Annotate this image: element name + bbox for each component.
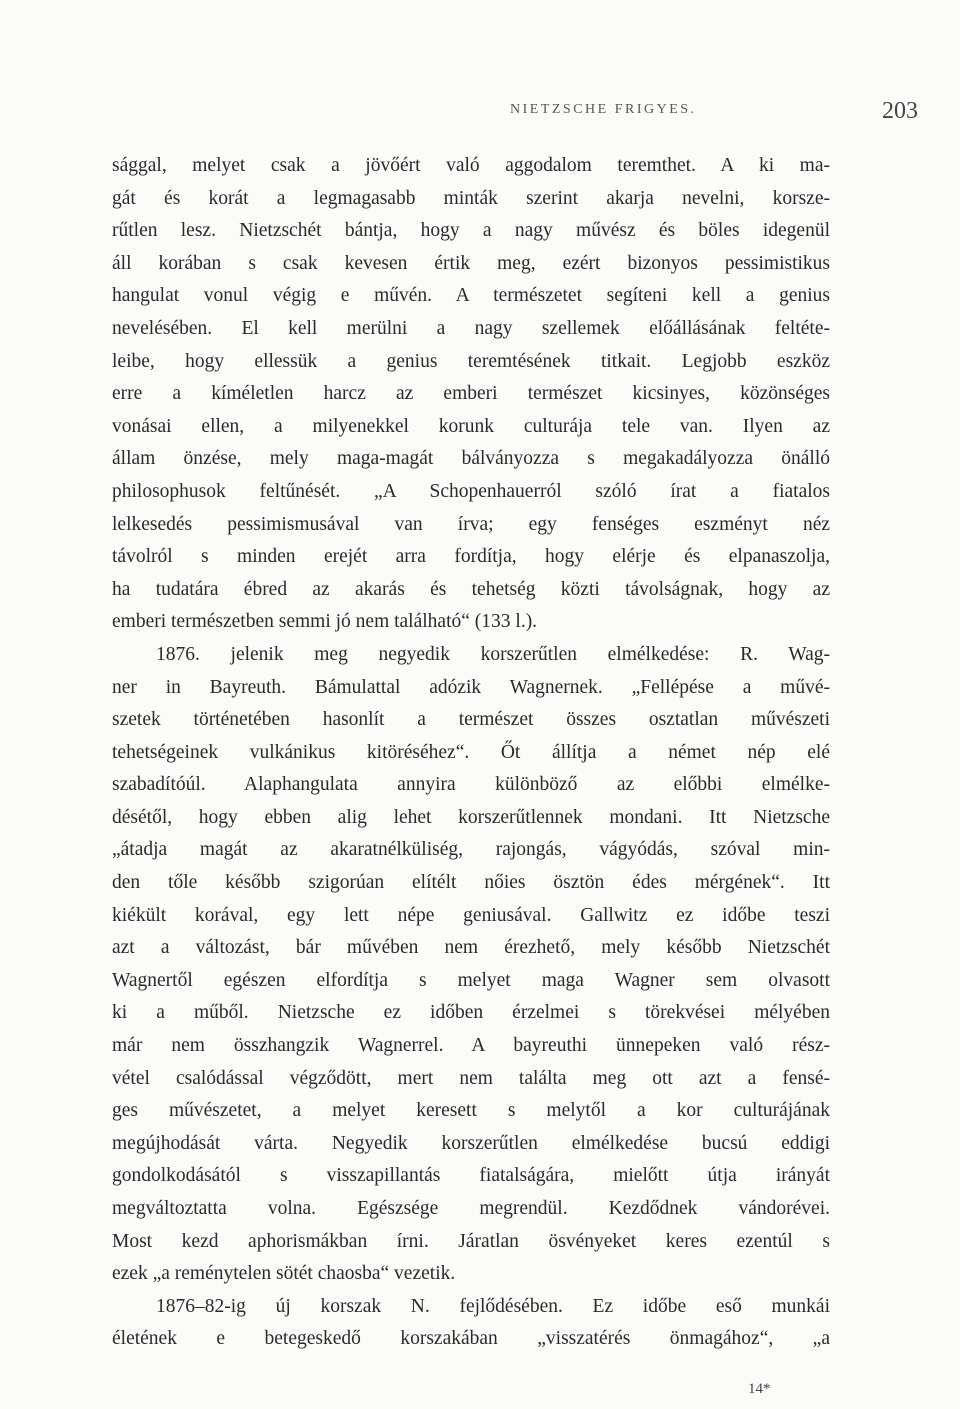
running-title: NIETZSCHE FRIGYES. [510,102,697,117]
text-line: ezek „a reménytelen sötét chaosba“ vezetik. [112,1263,456,1285]
text-line: Most kezd aphorismákban írni. Járatlan ösvényeket keres ezentúl s [112,1230,830,1252]
text-line: szetek történetében hasonlít a természet összes osztatlan művészeti [112,709,830,731]
text-line: állam önzése, mely maga-magát bálványozza s megakadályozza önálló [112,448,830,470]
text-line: ha tudatára ébred az akarás és tehetség közti távolságnak, hogy az [112,578,830,600]
text-line: emberi természetben semmi jó nem található“ (133 l.). [112,611,538,633]
text-line: ki a műből. Nietzsche ez időben érzelmei s törekvései mélyében [112,1002,830,1024]
text-line: leibe, hogy ellessük a genius teremtésének titkait. Legjobb eszköz [112,350,830,372]
text-line: vétel csalódással végződött, mert nem találta meg ott azt a fensé- [112,1067,830,1089]
text-line: már nem összhangzik Wagnerrel. A bayreuthi ünnepeken való rész- [112,1035,830,1057]
text-line: ges művészetet, a melyet keresett s melytől a kor culturájának [112,1100,830,1122]
text-line: gát és korát a legmagasabb minták szerint akarja nevelni, korsze- [112,187,830,209]
text-line: erre a kíméletlen harcz az emberi természet kicsinyes, közönséges [112,383,830,405]
text-line: sággal, melyet csak a jövőért való aggodalom teremthet. A ki ma- [112,155,830,176]
text-line: vonásai ellen, a milyenekkel korunk culturája tele van. Ilyen az [112,415,830,437]
text-line: megváltoztatta volna. Egészsége megrendül. Kezdődnek vándorévei. [112,1198,830,1219]
body-text [112,150,830,1356]
text-line: távolról s minden erejét arra fordítja, hogy elérje és elpanaszolja, [112,546,830,568]
text-line: den tőle később szigorúan elítélt nőies ösztön édes mérgének“. Itt [112,872,830,894]
text-line: hangulat vonul végig e művén. A természetet segíteni kell a genius [112,285,830,307]
text-line: áll korában s csak kevesen értik meg, ezért bizonyos pessimistikus [112,252,830,274]
text-line: tehetségeinek vulkánikus kitöréséhez“. Őt állítja a német nép elé [112,741,830,763]
text-line: „átadja magát az akaratnélküliség, rajongás, vágyódás, szóval min- [112,839,830,861]
text-line: Wagnertől egészen elfordítja s melyet maga Wagner sem olvasott [112,969,830,991]
text-line: kiékült korával, egy lett népe geniusával. Gallwitz ez időbe teszi [112,904,830,926]
text-line: ner in Bayreuth. Bámulattal adózik Wagnernek. „Fellépése a művé- [112,676,830,698]
text-line: nevelésében. El kell merülni a nagy szellemek előállásának feltéte- [112,317,830,339]
text-line: 1876. jelenik meg negyedik korszerűtlen elmélkedése: R. Wag- [156,643,830,665]
text-line: megújhodását várta. Negyedik korszerűtlen elmélkedése bucsú eddigi [112,1132,830,1154]
text-line: désétől, hogy ebben alig lehet korszerűtlennek mondani. Itt Nietzsche [112,806,830,828]
text-line: életének e betegeskedő korszakában „visszatérés önmagához“, „a [112,1328,830,1350]
text-line: lelkesedés pessimismusával van írva; egy fenséges eszményt néz [112,513,830,535]
text-line: 1876–82-ig új korszak N. fejlődésében. Ez időbe eső munkái [156,1295,830,1317]
text-line: gondolkodásától s visszapillantás fiatalságára, mielőtt útja irányát [112,1165,830,1187]
text-line: philosophusok feltűnését. „A Schopenhauerról szóló írat a fiatalos [112,480,830,502]
text-line: szabadítóúl. Alaphangulata annyira különböző az előbbi elmélke- [112,774,830,796]
signature-mark: 14* [748,1381,771,1397]
text-line: azt a változást, bár művében nem érezhető, mely később Nietzschét [112,937,830,959]
text-line: rűtlen lesz. Nietzschét bántja, hogy a nagy művész és böles idegenül [112,220,830,242]
page-number: 203 [882,98,918,124]
